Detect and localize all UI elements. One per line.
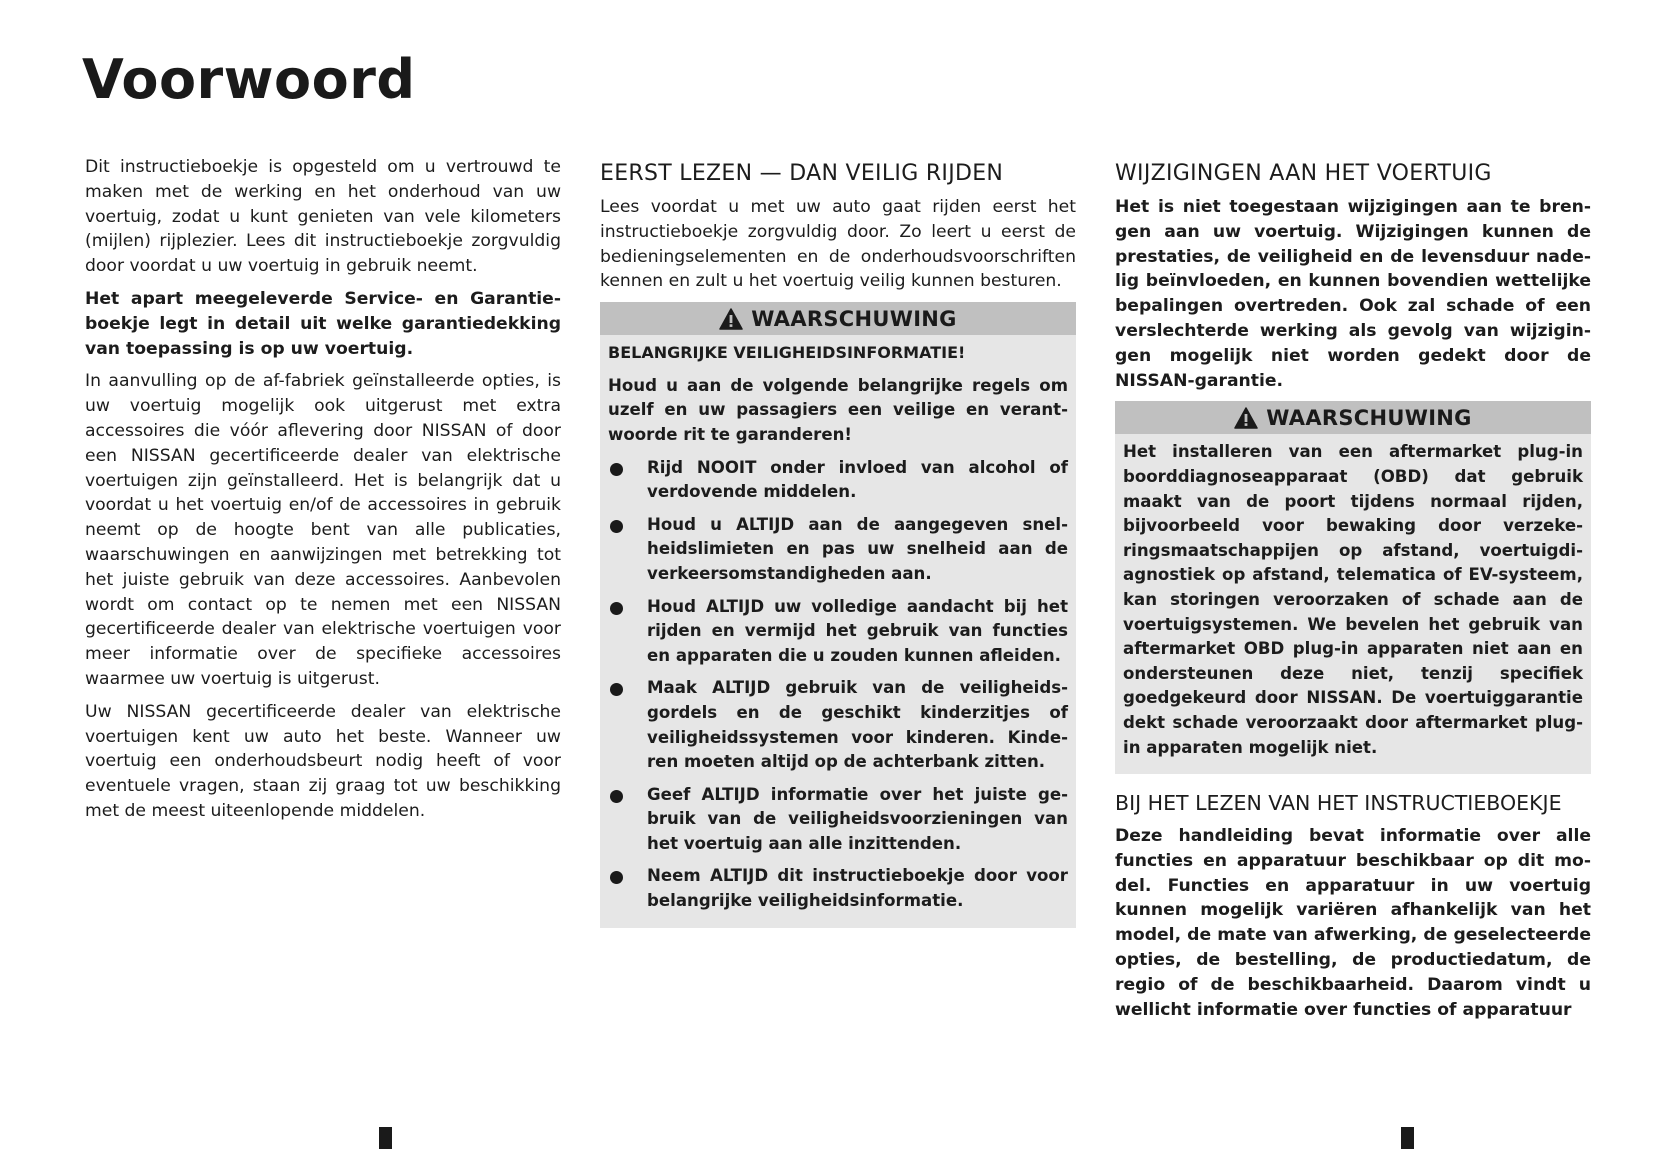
warning-subheading: BELANGRIJKE VEILIGHEIDSINFORMATIE! <box>608 343 966 363</box>
intro-paragraph-warranty: Het apart meegeleverde Service- en Garantieboekje legt in detail uit welke garantiedekking van toepassing is op uw voertuig. <box>85 288 561 359</box>
warning-box-obd <box>1115 401 1591 774</box>
list-item: Neem ALTIJD dit instructieboekje door voor belangrijke veiligheidsinformatie. <box>608 864 1068 913</box>
warning-body <box>1115 434 1591 774</box>
warning-header <box>600 302 1076 335</box>
list-item: Geef ALTIJD informatie over het juiste gebruik van de veiligheidsvoorzieningen van het voertuig aan alle inzittenden. <box>608 783 1068 857</box>
bullet-icon <box>610 790 623 803</box>
column-read-first <box>600 155 1076 942</box>
warning-box-safety <box>600 302 1076 927</box>
intro-paragraph-accessories: In aanvulling op de af-fabriek geïnstalleerde opties, is uw voertuig mogelijk ook uitgerust met extra accessoires die vóór aflevering door NISSAN of door een NISSAN gecertificeerde dealer van elektrische voertuigen zijn geïnstalleerd. Het is belangrijk dat u voordat u het voertuig en/of de accessoires in gebruik neemt op de hoogte bent van alle publicaties, waarschuwingen en aanwijzingen met betrekking tot het juiste gebruik van deze accessoires. Aanbevolen wordt om contact op te nemen met een NISSAN gecertificeerde dealer van elektrische voertuigen voor meer informatie over de specifieke accessoires waarmee uw voertuig is uitgerust. <box>85 371 561 689</box>
page-tab-marker-right <box>1401 1127 1414 1149</box>
list-item: Houd u ALTIJD aan de aangegeven snelheidslimieten en pas uw snelheid aan de verkeersomstandigheden aan. <box>608 513 1068 587</box>
list-item: Maak ALTIJD gebruik van de veiligheidsgordels en de geschikt kinderzitjes of veiligheidssystemen voor kinderen. Kinderen moeten altijd op de achterbank zitten. <box>608 676 1068 774</box>
list-item: Rijd NOOIT onder invloed van alcohol of verdovende middelen. <box>608 456 1068 505</box>
intro-paragraph-dealer: Uw NISSAN gecertificeerde dealer van elektrische voertuigen kent uw auto het beste. Wanneer uw voertuig een onderhoudsbeurt nodig heeft of voor eventuele vragen, staan zij graag tot uw beschikking met de meest uiteenlopende middelen. <box>85 701 561 821</box>
column-modifications <box>1115 155 1591 1030</box>
read-first-paragraph: Lees voordat u met uw auto gaat rijden eerst het instructieboekje zorgvuldig door. Zo leert u eerst de bedieningselementen en de onderhoudsvoorschriften kennen en zult u het voertuig veilig kunnen besturen. <box>600 197 1076 292</box>
page-tab-marker-left <box>379 1127 392 1149</box>
bullet-icon <box>610 602 623 615</box>
warning-triangle-icon <box>1234 407 1258 429</box>
warning-triangle-icon <box>719 308 743 330</box>
warning-label: WAARSCHUWING <box>1266 405 1472 430</box>
warning-label: WAARSCHUWING <box>751 306 957 331</box>
safety-rules-list <box>608 456 1068 914</box>
bullet-icon <box>610 683 623 696</box>
section-heading-modifications: WIJZIGINGEN AAN HET VOERTUIG <box>1115 161 1492 186</box>
bullet-icon <box>610 463 623 476</box>
section-heading-reading-manual: BIJ HET LEZEN VAN HET INSTRUCTIEBOEKJE <box>1115 791 1562 816</box>
section-heading-read-first: EERST LEZEN — DAN VEILIG RIJDEN <box>600 161 1004 186</box>
modifications-paragraph: Het is niet toegestaan wijzigingen aan te brengen aan uw voertuig. Wijzigingen kunnen de prestaties, de veiligheid en de levensduur nadelig beïnvloeden, en kunnen bovendien wettelijke bepalingen overtreden. Ook zal schade of een verslechterde werking als gevolg van wijzigingen mogelijk niet worden gedekt door de NISSAN-garantie. <box>1115 197 1591 391</box>
page-title: Voorwoord <box>82 48 416 111</box>
list-item: Houd ALTIJD uw volledige aandacht bij het rijden en vermijd het gebruik van functies en apparaten die u zouden kunnen afleiden. <box>608 595 1068 669</box>
bullet-icon <box>610 871 623 884</box>
column-intro <box>85 155 561 832</box>
warning-obd-text: Het installeren van een aftermarket plug-in boorddiagnoseapparaat (OBD) dat gebruik maakt van de poort tijdens normaal rijden, bijvoorbeeld voor bewaking door verzekeringsmaatschappijen op afstand, voertuigdiagnostiek op afstand, telematica of EV-systeem, kan storingen veroorzaken of schade aan de voertuigsystemen. We bevelen het gebruik van aftermarket OBD plug-in apparaten niet aan en ondersteunen deze niet, tenzij specifiek goedgekeurd door NISSAN. De voertuiggarantie dekt schade veroorzaakt door aftermarket plug-in apparaten mogelijk niet. <box>1123 442 1583 757</box>
warning-header <box>1115 401 1591 434</box>
reading-manual-paragraph: Deze handleiding bevat informatie over alle functies en apparatuur beschikbaar op dit model. Functies en apparatuur in uw voertuig kunnen mogelijk variëren afhankelijk van het model, de mate van afwerking, de geselecteerde opties, de bestelling, de productiedatum, de regio of de beschikbaarheid. Daarom vindt u wellicht informatie over functies of apparatuur <box>1115 826 1591 1020</box>
warning-body <box>600 335 1076 927</box>
bullet-icon <box>610 520 623 533</box>
intro-paragraph-1: Dit instructieboekje is opgesteld om u vertrouwd te maken met de werking en het onderhoud van uw voertuig, zodat u kunt genieten van vele kilometers (mijlen) rijplezier. Lees dit instructieboekje zorgvuldig door voordat u uw voertuig in gebruik neemt. <box>85 157 561 277</box>
warning-lead: Houd u aan de volgende belangrijke regels om uzelf en uw passagiers een veilige en verantwoorde rit te garanderen! <box>608 375 1068 444</box>
